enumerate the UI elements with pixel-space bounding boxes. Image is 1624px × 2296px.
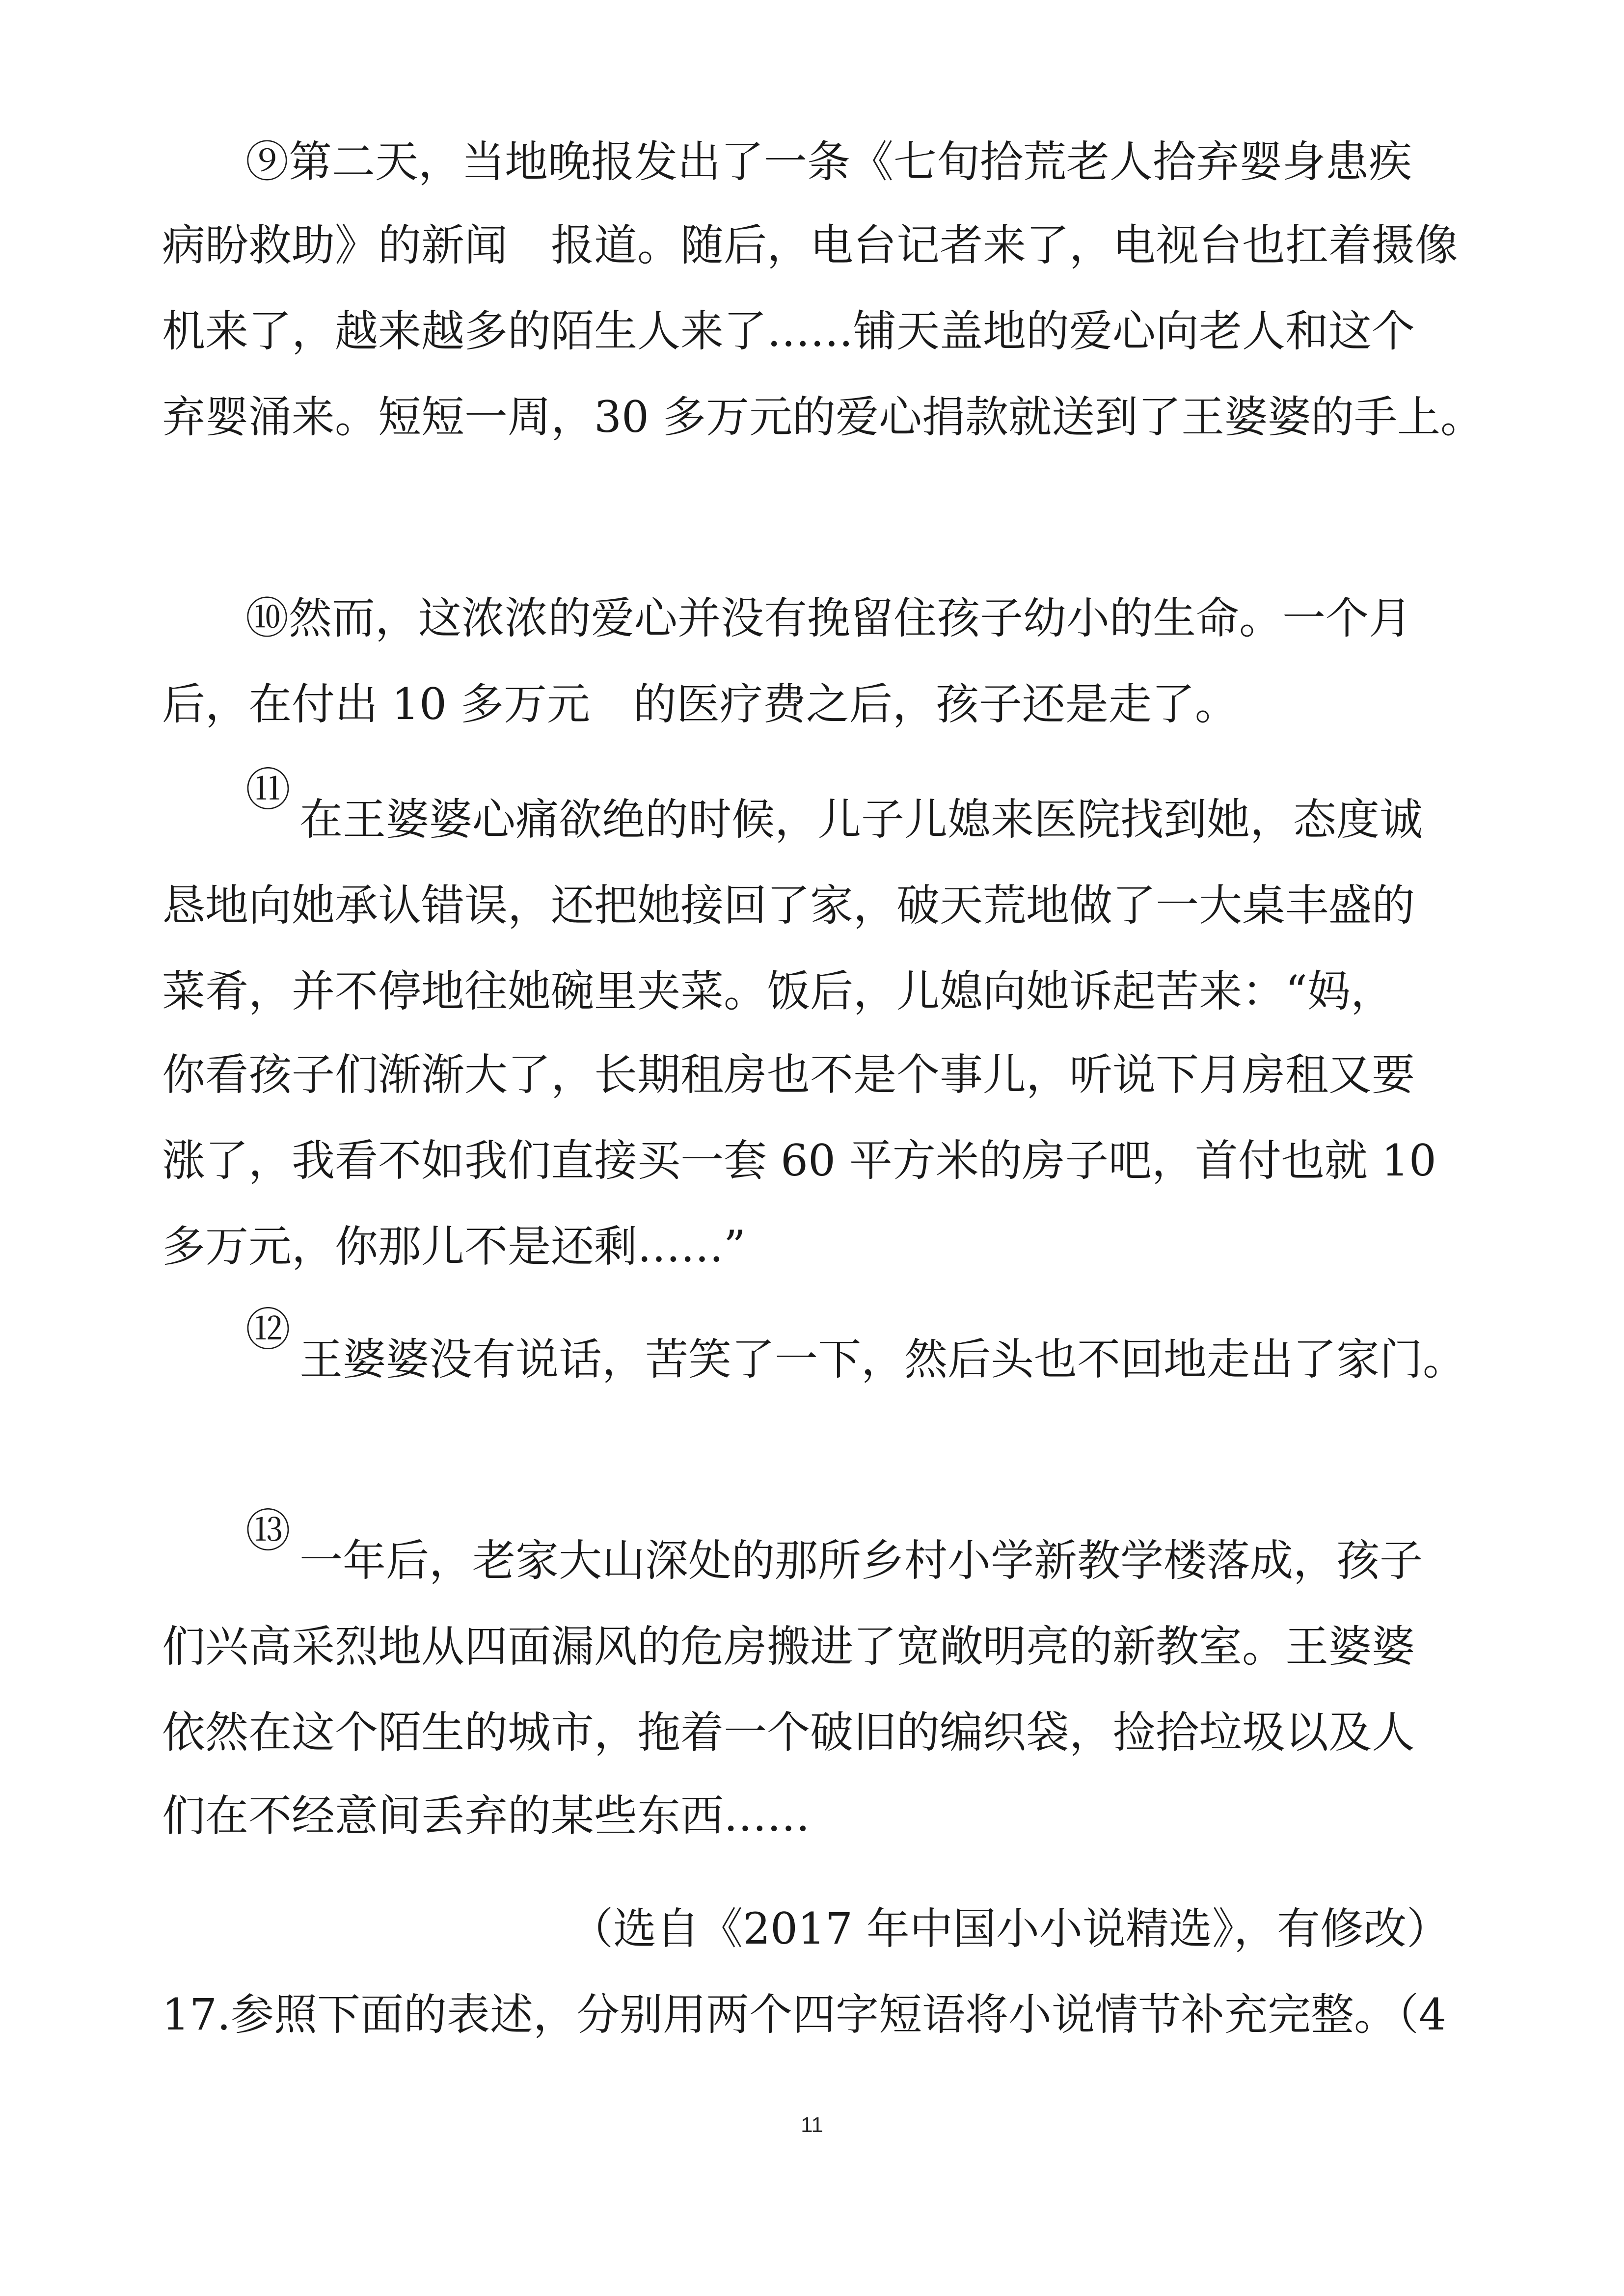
p13-line-1: 一年后，老家大山深处的那所乡村小学新教学楼落成，孩子 (299, 1535, 1423, 1586)
p11-line-2: 恳地向她承认错误，还把她接回了家，破天荒地做了一大桌丰盛的 (162, 880, 1415, 931)
p12-number: ⑫ (245, 1304, 291, 1356)
p9-line-2: 病盼救助》的新闻 报道。随后，电台记者来了，电视台也扛着摄像 (162, 220, 1459, 270)
p11-line-6: 多万元，你那儿不是还剩……” (162, 1221, 746, 1272)
p11-line-3: 菜肴，并不停地往她碗里夹菜。饭后，儿媳向她诉起苦来：“妈， (162, 966, 1394, 1016)
p12-line-1: 王婆婆没有说话，苦笑了一下，然后头也不回地走出了家门。 (299, 1334, 1466, 1385)
p10-line-2: 后，在付出 10 多万元 的医疗费之后，孩子还是走了。 (162, 679, 1238, 729)
p9-line-4: 弃婴涌来。短短一周，30 多万元的爱心捐款就送到了王婆婆的手上。 (162, 392, 1484, 442)
p13-line-2: 们兴高采烈地从四面漏风的危房搬进了宽敞明亮的新教室。王婆婆 (162, 1621, 1415, 1672)
page-number: 11 (801, 2113, 823, 2137)
p13-number: ⑬ (245, 1505, 291, 1557)
p9-line-1: ⑨第二天，当地晚报发出了一条《七旬拾荒老人拾弃婴身患疾 (245, 136, 1412, 187)
p11-number: ⑪ (245, 764, 291, 816)
question-17: 17.参照下面的表述，分别用两个四字短语将小说情节补充完整。（4 (162, 1989, 1446, 2040)
source-attribution: （选自《2017 年中国小小说精选》，有修改） (570, 1903, 1450, 1954)
p10-line-1: ⑩然而，这浓浓的爱心并没有挽留住孩子幼小的生命。一个月 (245, 593, 1412, 643)
p13-line-3: 依然在这个陌生的城市，拖着一个破旧的编织袋，捡拾垃圾以及人 (162, 1707, 1415, 1758)
p9-line-3: 机来了，越来越多的陌生人来了……铺天盖地的爱心向老人和这个 (162, 306, 1415, 356)
p11-line-1: 在王婆婆心痛欲绝的时候，儿子儿媳来医院找到她，态度诚 (299, 794, 1423, 845)
p11-line-4: 你看孩子们渐渐大了，长期租房也不是个事儿，听说下月房租又要 (162, 1049, 1415, 1100)
p11-line-5: 涨了，我看不如我们直接买一套 60 平方米的房子吧，首付也就 10 (162, 1135, 1436, 1186)
p13-line-4: 们在不经意间丢弃的某些东西…… (162, 1790, 811, 1841)
